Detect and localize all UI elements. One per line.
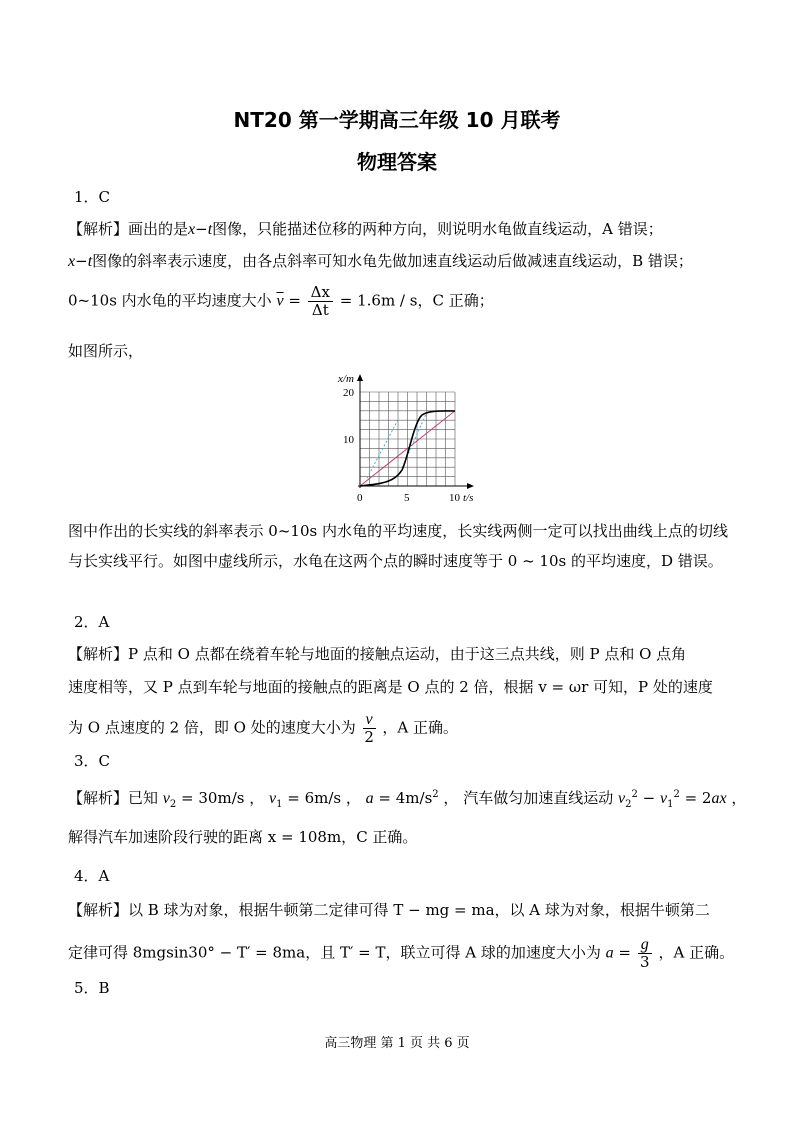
y-tick-20: 20: [343, 387, 354, 399]
x-tick-0: 0: [357, 492, 363, 504]
q1-number: 1．C: [74, 188, 111, 206]
q1-line-4: 如图所示，: [68, 342, 144, 360]
exam-title: NT20 第一学期高三年级 10 月联考: [233, 108, 561, 132]
q1-line-1: 【解析】画出的是x−t图像，只能描述位移的两种方向，则说明水龟做直线运动，A 错误；: [68, 220, 663, 238]
average-velocity-fraction: $\frac{\Delta x}{\Delta t}$: [308, 284, 333, 319]
answer-subtitle: 物理答案: [357, 150, 437, 174]
tangent-dashed-line-1: [367, 418, 399, 478]
page-footer: 高三物理 第 1 页 共 6 页: [324, 1036, 470, 1051]
q1-line-5: 图中作出的长实线的斜率表示 0~10s 内水龟的平均速度，长实线两侧一定可以找出曲线上点的切线与长实线平行。如图中虚线所示，水龟在这两个点的瞬时速度等于 0 ~ 10s 的平均速度，D 错误。: [68, 522, 728, 570]
q4-number: 4．A: [74, 867, 110, 885]
q2-line-3: 为 O 点速度的 2 倍，即 O 处的速度大小为 $\frac{v}{2}$ ，A 正确。: [68, 711, 459, 746]
q3-number: 3．C: [74, 752, 111, 770]
q2-line-1: 【解析】P 点和 O 点都在绕着车轮与地面的接触点运动，由于这三点共线，则 P 点和 O 点角: [68, 645, 687, 663]
x-axis-label: t/s: [463, 492, 474, 504]
q1-line-3: 0~10s 内水龟的平均速度大小 $\overline{v}$ = $\frac{\Delta x}{\Delta t}$ = 1.6m / s，C 正确；: [68, 283, 494, 319]
xt-graph-figure: [330, 370, 500, 510]
q4-line-2: 定律可得 8mgsin30° − T′ = 8ma，且 T′ = T，联立可得 A 球的加速度大小为 a = $\frac{g}{3}$ ，A 正确。: [68, 936, 735, 971]
q1-line-2: x−t图像的斜率表示速度，由各点斜率可知水龟先做加速直线运动后做减速直线运动，B 错误；: [68, 252, 693, 270]
y-tick-10: 10: [343, 434, 354, 446]
q4-line-1: 【解析】以 B 球为对象，根据牛顿第二定律可得 T − mg = ma，以 A 球为对象，根据牛顿第二: [68, 901, 710, 919]
x-tick-10: 10: [449, 492, 460, 504]
y-axis-label: x/m: [338, 373, 354, 385]
q2-number: 2．A: [74, 613, 110, 631]
q2-line-2: 速度相等，又 P 点到车轮与地面的接触点的距离是 O 点的 2 倍，根据 v = ωr 可知，P 处的速度: [68, 678, 713, 696]
x-tick-5: 5: [404, 492, 410, 504]
q3-line-1: 【解析】已知 $v_2 = 30m/s$ ， $v_1 = 6m/s$ ， $a = 4m/s^2$ ， 汽车做匀加速直线运动 $v_2^2 - v_1^2 = 2ax$ ，: [68, 789, 747, 810]
q3-line-2: 解得汽车加速阶段行驶的距离 x = 108m，C 正确。: [68, 828, 418, 846]
q5-number: 5．B: [74, 979, 110, 997]
